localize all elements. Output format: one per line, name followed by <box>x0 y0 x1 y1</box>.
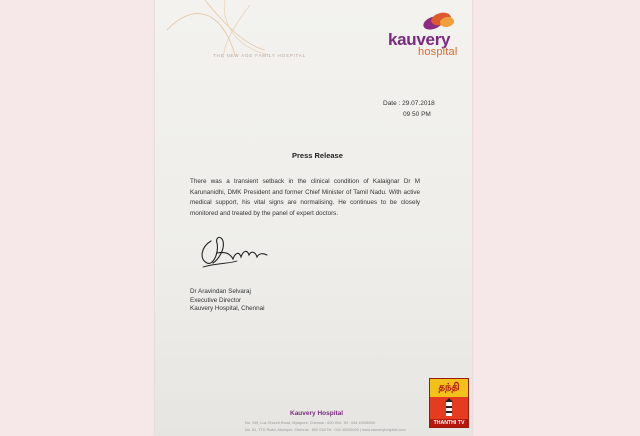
signatory-role: Executive Director <box>190 296 242 304</box>
footer-address: No. 199, Luz Church Road, Mylapore, Chennai - 600 004. Tel : 044 40006000 <box>245 421 376 425</box>
letter-page <box>155 0 472 436</box>
footer-hospital-name: Kauvery Hospital <box>290 410 344 417</box>
letterhead-tagline: THE NEW AGE FAMILY HOSPITAL <box>213 53 306 58</box>
press-release-title: Press Release <box>292 151 343 160</box>
signatory-block <box>190 288 265 314</box>
logo-petals-icon <box>421 10 455 32</box>
badge-tamil-text: தந்தி <box>430 379 468 397</box>
date-block <box>383 98 435 120</box>
signatory-organization: Kauvery Hospital, Chennai <box>190 305 265 312</box>
lighthouse-icon <box>442 398 456 418</box>
thanthi-tv-logo <box>429 378 469 428</box>
logo-word-kauvery: kauvery <box>388 30 451 49</box>
letter-time: 09 50 PM <box>403 111 431 118</box>
signatory-name: Dr Aravindan Selvaraj <box>190 288 251 295</box>
badge-channel-name: THANTHI TV <box>430 419 468 427</box>
footer-address-line-2: No. 81, TTK Road, Alwarpet, Chennai - 600 018 Tel : 044 40006000 | www.kauveryhospital.com <box>245 428 406 432</box>
hospital-logo <box>383 10 463 60</box>
letterhead-swirl-decoration <box>165 0 275 60</box>
logo-word-hospital: hospital <box>418 46 458 58</box>
letter-date: Date : 29.07.2018 <box>383 100 435 107</box>
handwritten-signature <box>197 233 269 273</box>
press-release-body: There was a transient setback in the clinical condition of Kalaignar Dr M Karunanidhi, DMK President and former Chief Minister of Tamil Nadu. With active medical support, his vital signs are normalising. He continues to be closely monitored and treated by the panel of expert doctors. <box>190 178 420 217</box>
